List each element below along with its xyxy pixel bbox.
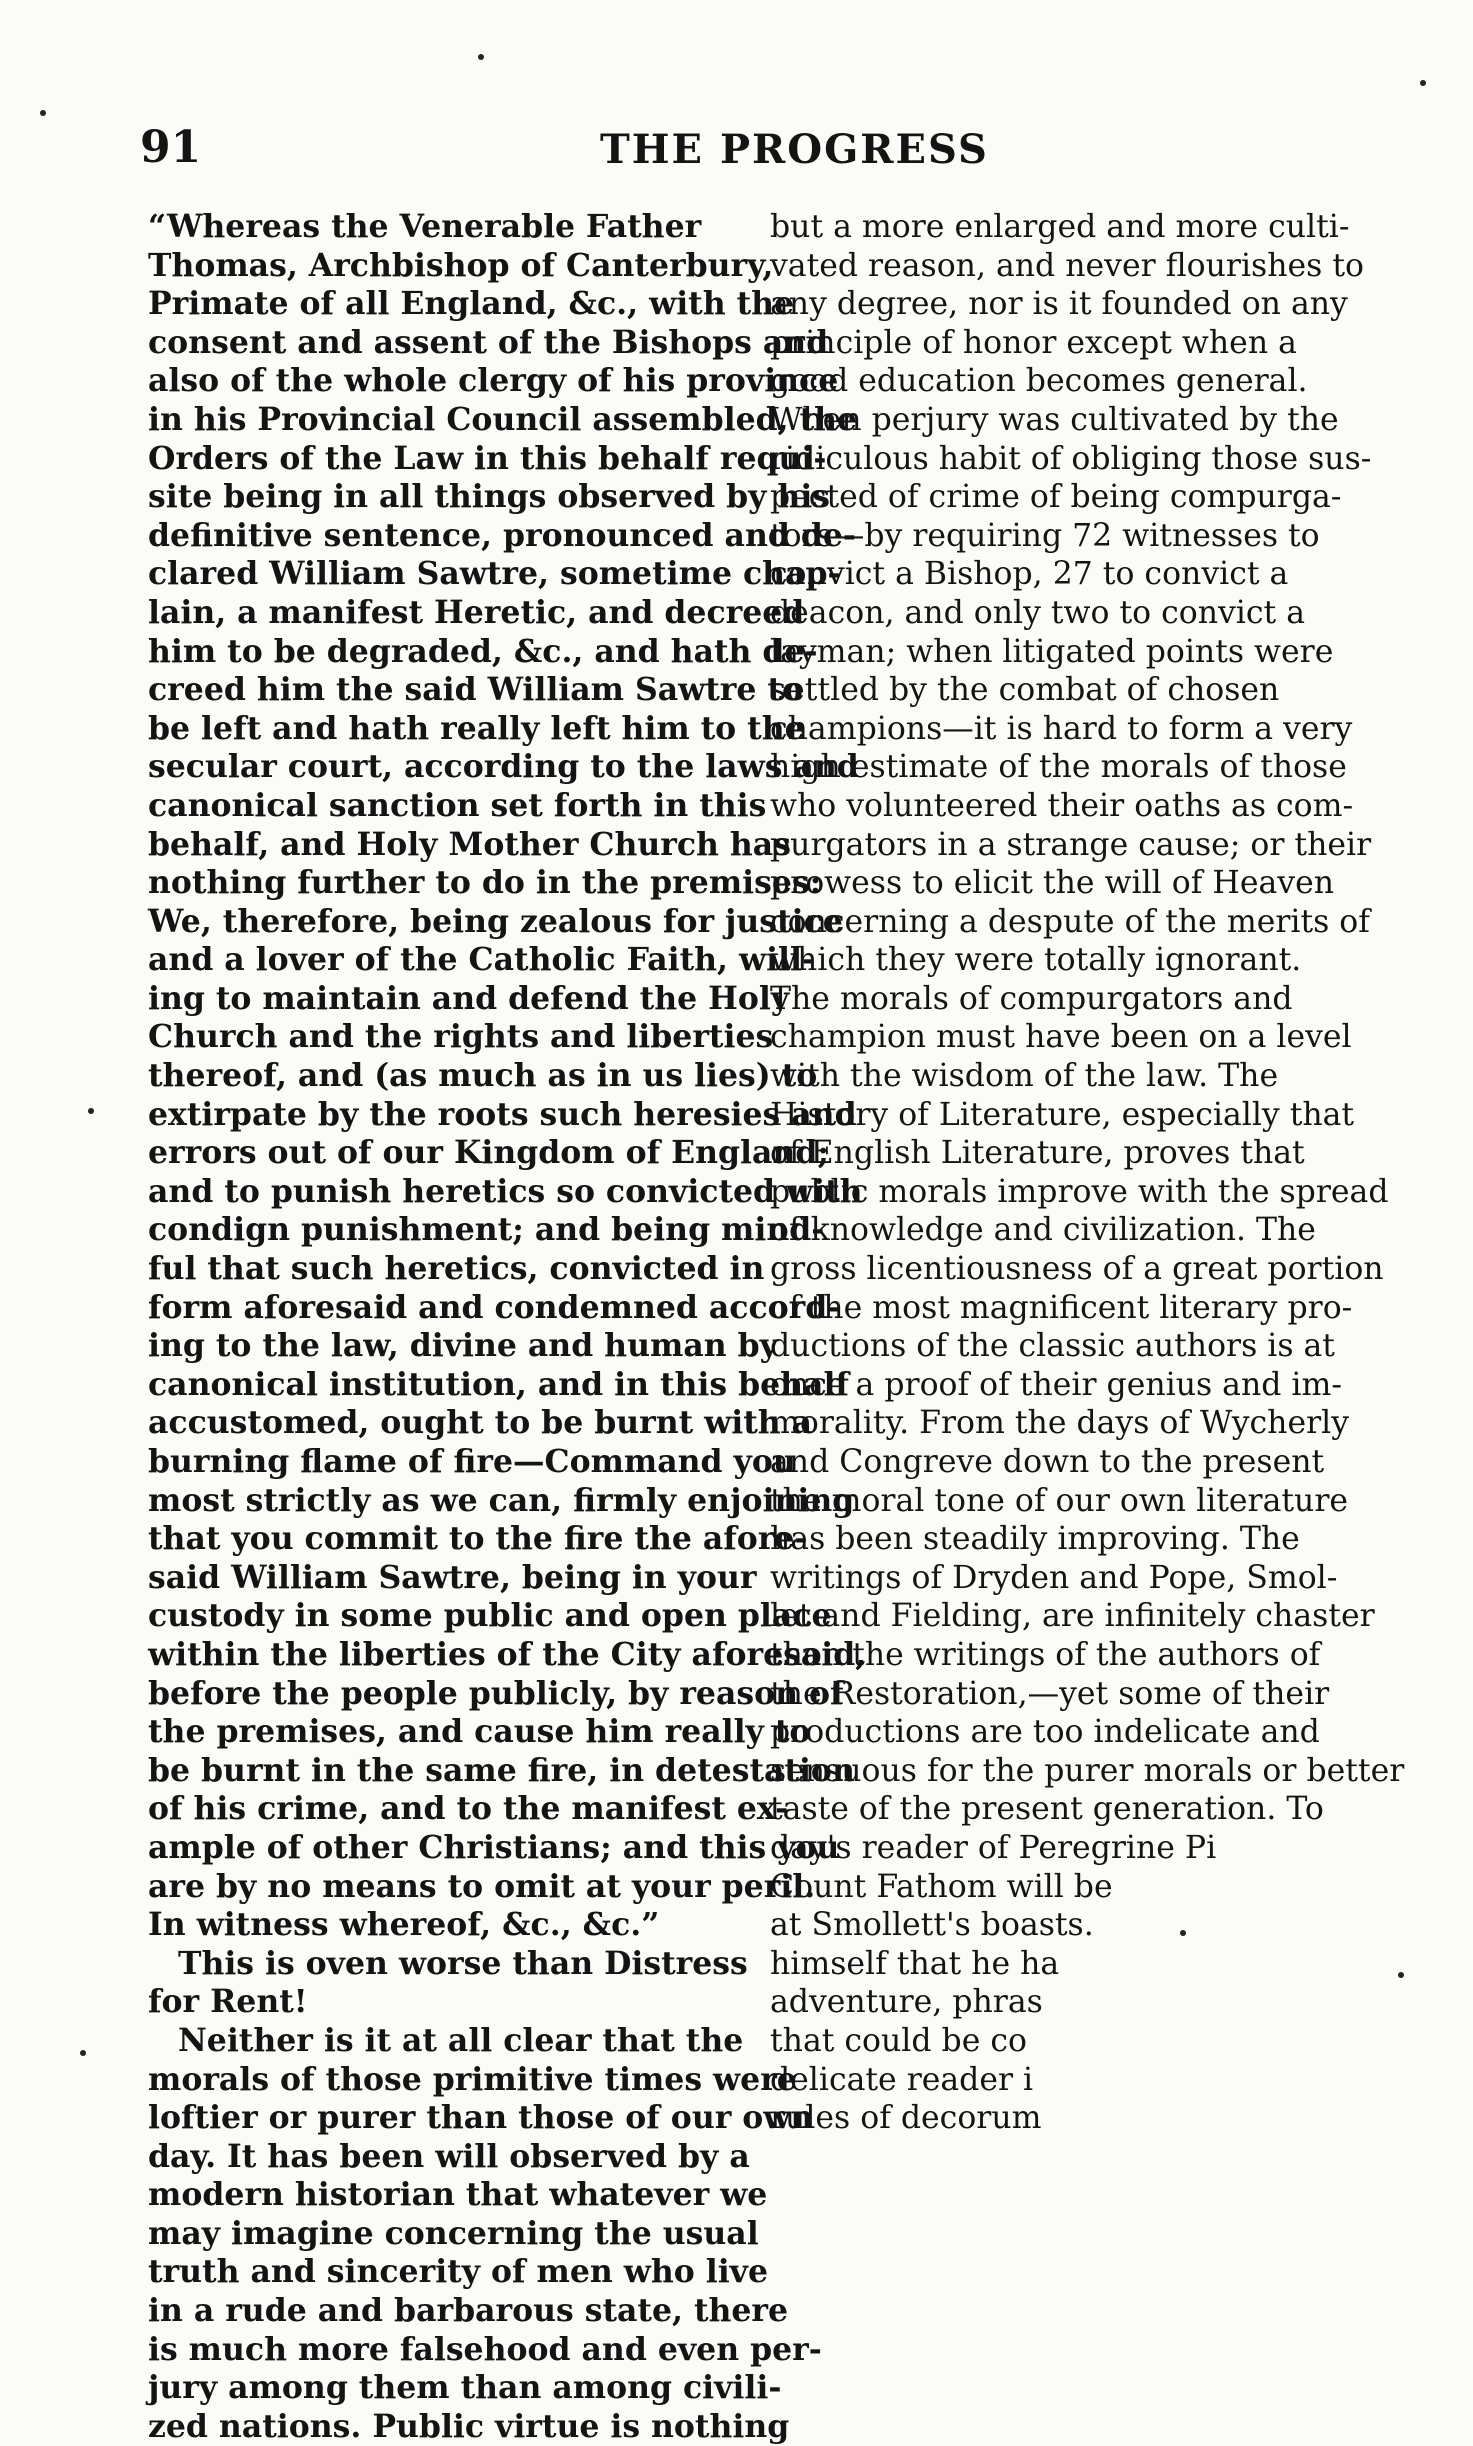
text-line: ing to maintain and defend the Holy bbox=[148, 979, 790, 1017]
text-line: and a lover of the Catholic Faith, will- bbox=[148, 941, 816, 979]
text-line: and to punish heretics so convicted with bbox=[148, 1172, 863, 1210]
text-line: form aforesaid and condemned accord- bbox=[148, 1288, 841, 1326]
text-line: settled by the combat of chosen bbox=[770, 672, 1280, 709]
text-line: public morals improve with the spread bbox=[770, 1173, 1389, 1210]
text-line: who volunteered their oaths as com- bbox=[770, 787, 1354, 824]
right-column bbox=[770, 208, 1405, 2138]
page-number: 91 bbox=[140, 122, 202, 173]
text-line: in his Provincial Council assembled, the bbox=[148, 400, 858, 438]
text-line: writings of Dryden and Pope, Smol- bbox=[770, 1559, 1338, 1596]
text-line: convict a Bishop, 27 to convict a bbox=[770, 556, 1289, 593]
text-line: gross licentiousness of a great portion bbox=[770, 1251, 1384, 1288]
distress-remark-paragraph bbox=[148, 1945, 753, 2022]
text-line: for Rent! bbox=[148, 1983, 308, 2021]
text-line: ample of other Christians; and this you bbox=[148, 1828, 840, 1866]
scan-speck bbox=[1398, 1972, 1404, 1978]
text-line: thon the writings of the authors of bbox=[770, 1636, 1321, 1673]
text-line: morality. From the days of Wycherly bbox=[770, 1405, 1350, 1442]
text-line: once a proof of their genius and im- bbox=[770, 1366, 1342, 1403]
text-line: thereof, and (as much as in us lies) to bbox=[148, 1057, 818, 1095]
text-line: in a rude and barbarous state, there bbox=[148, 2292, 789, 2330]
text-line: condign punishment; and being mind- bbox=[148, 1211, 825, 1249]
text-line: champion must have been on a level bbox=[770, 1019, 1352, 1056]
text-line: him to be degraded, &c., and hath de- bbox=[148, 632, 818, 670]
text-line: principle of honor except when a bbox=[770, 324, 1297, 361]
continued-paragraph bbox=[770, 208, 1405, 2138]
text-line: clared William Sawtre, sometime chap- bbox=[148, 555, 841, 593]
scan-speck bbox=[88, 1108, 94, 1114]
text-line: canonical institution, and in this behalf bbox=[148, 1365, 849, 1403]
text-line: definitive sentence, pronounced and de- bbox=[148, 516, 856, 554]
text-line: When perjury was cultivated by the bbox=[770, 401, 1339, 438]
running-title: THE PROGRESS bbox=[600, 126, 989, 173]
scan-speck bbox=[1180, 1930, 1186, 1936]
text-line: productions are too indelicate and bbox=[770, 1714, 1320, 1751]
text-line: and Congreve down to the present bbox=[770, 1444, 1325, 1480]
text-line: which they were totally ignorant. bbox=[770, 942, 1302, 979]
text-line: morals of those primitive times were bbox=[148, 2060, 797, 2098]
scan-speck bbox=[80, 2050, 86, 2056]
text-line: adventure, phras bbox=[770, 1984, 1043, 2021]
text-line: errors out of our Kingdom of England; bbox=[148, 1134, 829, 1172]
text-line: sensuous for the purer morals or better bbox=[770, 1752, 1405, 1789]
text-line: concerning a despute of the merits of bbox=[770, 903, 1370, 940]
text-line: that could be co bbox=[770, 2022, 1027, 2059]
text-line: accustomed, ought to be burnt with a bbox=[148, 1404, 813, 1442]
text-line: Primate of all England, &c., with the bbox=[148, 285, 795, 323]
text-line: ful that such heretics, convicted in bbox=[148, 1250, 765, 1288]
text-line: layman; when litigated points were bbox=[770, 633, 1334, 670]
text-line: creed him the said William Sawtre to bbox=[148, 671, 803, 709]
text-line: deacon, and only two to convict a bbox=[770, 594, 1305, 631]
text-line: This is oven worse than Distress bbox=[178, 1944, 748, 1982]
text-line: of the most magnificent literary pro- bbox=[770, 1289, 1353, 1326]
text-line: also of the whole clergy of his province bbox=[148, 362, 839, 400]
text-line: day's reader of Peregrine Pi bbox=[770, 1829, 1217, 1866]
text-line: but a more enlarged and more culti- bbox=[770, 209, 1350, 245]
text-line: secular court, according to the laws and bbox=[148, 748, 859, 786]
text-line: the Restoration,—yet some of their bbox=[770, 1675, 1330, 1712]
text-line: ing to the law, divine and human by bbox=[148, 1327, 778, 1365]
text-line: truth and sincerity of men who live bbox=[148, 2253, 769, 2291]
page-header bbox=[140, 122, 1370, 182]
text-line: lain, a manifest Heretic, and decreed bbox=[148, 593, 805, 631]
text-line: of his crime, and to the manifest ex- bbox=[148, 1790, 789, 1828]
text-line: high estimate of the morals of those bbox=[770, 749, 1347, 786]
text-line: ductions of the classic authors is at bbox=[770, 1328, 1335, 1365]
text-line: Thomas, Archbishop of Canterbury, bbox=[148, 246, 774, 284]
text-line: with the wisdom of the law. The bbox=[770, 1058, 1279, 1095]
scan-speck bbox=[40, 110, 46, 116]
text-line: said William Sawtre, being in your bbox=[148, 1558, 757, 1596]
text-line: is much more falsehood and even per- bbox=[148, 2330, 822, 2368]
text-line: good education becomes general. bbox=[770, 363, 1308, 400]
text-line: jury among them than among civili- bbox=[148, 2369, 782, 2407]
text-line: the premises, and cause him really to bbox=[148, 1713, 811, 1751]
text-line: has been steadily improving. The bbox=[770, 1521, 1300, 1558]
text-line: of knowledge and civilization. The bbox=[770, 1212, 1316, 1249]
text-line: burning flame of fire—Command you bbox=[148, 1443, 796, 1480]
text-line: “Whereas the Venerable Father bbox=[148, 208, 702, 245]
text-line: Orders of the Law in this behalf requi- bbox=[148, 439, 827, 477]
text-line: let and Fielding, are infinitely chaster bbox=[770, 1598, 1375, 1635]
text-line: tors—by requiring 72 witnesses to bbox=[770, 517, 1320, 554]
text-line: In witness whereof, &c., &c.” bbox=[148, 1906, 660, 1944]
text-line: nothing further to do in the premises: bbox=[148, 864, 822, 902]
text-line: loftier or purer than those of our own bbox=[148, 2099, 814, 2137]
text-line: canonical sanction set forth in this bbox=[148, 786, 767, 824]
text-line: the moral tone of our own literature bbox=[770, 1482, 1349, 1519]
text-line: are by no means to omit at your peril. bbox=[148, 1867, 816, 1905]
text-line: The morals of compurgators and bbox=[770, 980, 1293, 1017]
text-line: at Smollett's boasts. bbox=[770, 1907, 1094, 1944]
text-line: site being in all things observed by his bbox=[148, 478, 831, 516]
text-line: Church and the rights and liberties bbox=[148, 1018, 774, 1056]
scan-speck bbox=[478, 54, 484, 60]
text-line: himself that he ha bbox=[770, 1945, 1060, 1982]
text-line: before the people publicly, by reason of bbox=[148, 1674, 844, 1712]
text-line: taste of the present generation. To bbox=[770, 1791, 1324, 1828]
text-line: behalf, and Holy Mother Church has bbox=[148, 825, 791, 863]
text-line: purgators in a strange cause; or their bbox=[770, 826, 1372, 863]
text-line: within the liberties of the City aforesaid, bbox=[148, 1635, 867, 1673]
text-line: day. It has been will observed by a bbox=[148, 2137, 750, 2175]
text-line: zed nations. Public virtue is nothing bbox=[148, 2407, 790, 2445]
left-column bbox=[148, 208, 867, 2446]
text-line: may imagine concerning the usual bbox=[148, 2214, 759, 2252]
text-line: pected of crime of being compurga- bbox=[770, 479, 1342, 516]
text-line: most strictly as we can, firmly enjoining bbox=[148, 1481, 855, 1519]
text-line: champions—it is hard to form a very bbox=[770, 710, 1353, 747]
text-line: be left and hath really left him to the bbox=[148, 709, 805, 747]
text-line: be burnt in the same fire, in detestation bbox=[148, 1751, 855, 1789]
scan-speck bbox=[1420, 80, 1426, 86]
text-line: History of Literature, especially that bbox=[770, 1096, 1355, 1133]
text-line: vated reason, and never flourishes to bbox=[770, 247, 1364, 284]
text-line: extirpate by the roots such heresies and bbox=[148, 1095, 857, 1133]
text-line: any degree, nor is it founded on any bbox=[770, 286, 1348, 323]
text-line: Neither is it at all clear that the bbox=[178, 2021, 744, 2059]
text-line: prowess to elicit the will of Heaven bbox=[770, 865, 1335, 902]
text-line: delicate reader i bbox=[770, 2061, 1034, 2098]
text-line: modern historian that whatever we bbox=[148, 2176, 768, 2214]
text-line: ridiculous habit of obliging those sus- bbox=[770, 440, 1372, 477]
text-line: rules of decorum bbox=[770, 2100, 1042, 2137]
text-line: that you commit to the fire the afore- bbox=[148, 1520, 808, 1558]
text-line: We, therefore, being zealous for justice bbox=[148, 902, 843, 940]
morals-paragraph bbox=[148, 2021, 822, 2446]
text-line: Count Fathom will be bbox=[770, 1868, 1113, 1905]
text-line: consent and assent of the Bishops and bbox=[148, 323, 829, 361]
quoted-writ-paragraph bbox=[148, 208, 867, 1945]
text-line: of English Literature, proves that bbox=[770, 1135, 1305, 1172]
text-line: custody in some public and open place bbox=[148, 1597, 832, 1635]
